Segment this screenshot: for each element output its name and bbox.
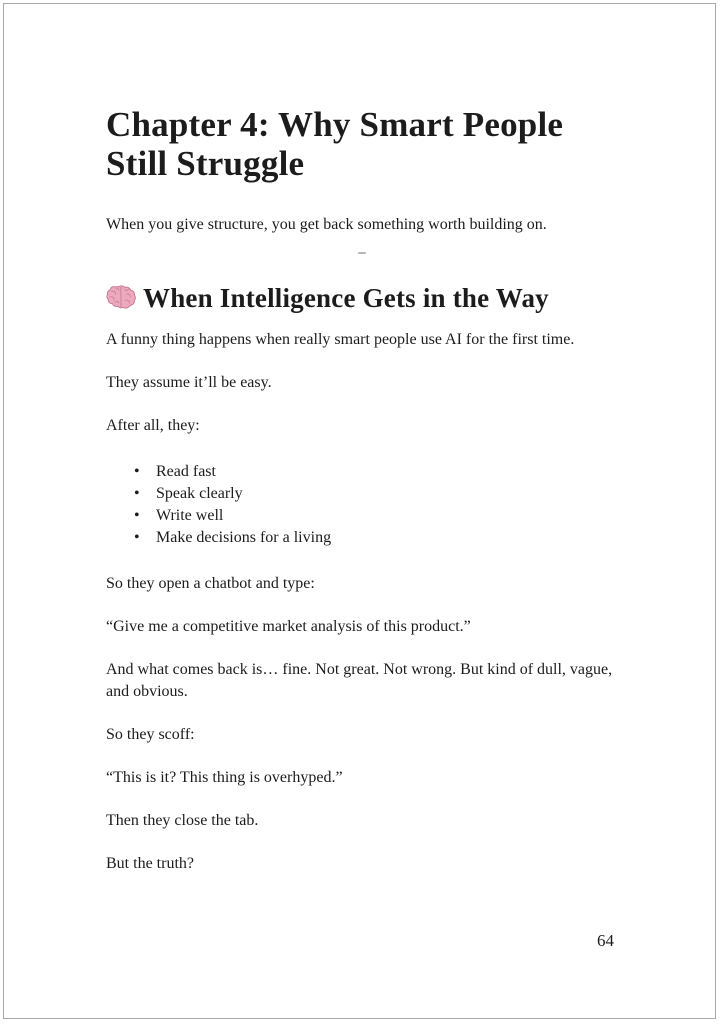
quote-paragraph: “This is it? This thing is overhyped.” [106, 769, 343, 786]
paragraph: After all, they: [106, 417, 200, 434]
section-divider [358, 252, 366, 254]
traits-list [106, 461, 618, 549]
quote-paragraph: “Give me a competitive market analysis of this product.” [106, 618, 471, 635]
brain-icon [106, 285, 136, 311]
list-item: • Write well [156, 505, 618, 527]
page-number: 64 [597, 931, 614, 950]
chapter-title: Chapter 4: Why Smart People Still Struggle [106, 105, 564, 183]
list-item: • Make decisions for a living [156, 527, 618, 549]
document-page [3, 3, 716, 1019]
paragraph: They assume it’ll be easy. [106, 374, 272, 391]
intro-paragraph: When you give structure, you get back something worth building on. [106, 216, 547, 233]
paragraph: Then they close the tab. [106, 812, 259, 829]
section-heading-text: When Intelligence Gets in the Way [143, 283, 549, 313]
paragraph: But the truth? [106, 855, 194, 872]
list-item: • Speak clearly [156, 483, 618, 505]
paragraph: A funny thing happens when really smart people use AI for the first time. [106, 331, 575, 348]
page-content [106, 4, 618, 875]
paragraph: So they open a chatbot and type: [106, 575, 315, 592]
paragraph: So they scoff: [106, 726, 195, 743]
paragraph: And what comes back is… fine. Not great. Not wrong. But kind of dull, vague, and obvious. [106, 661, 613, 700]
list-item: • Read fast [156, 461, 618, 483]
section-heading [106, 282, 618, 314]
